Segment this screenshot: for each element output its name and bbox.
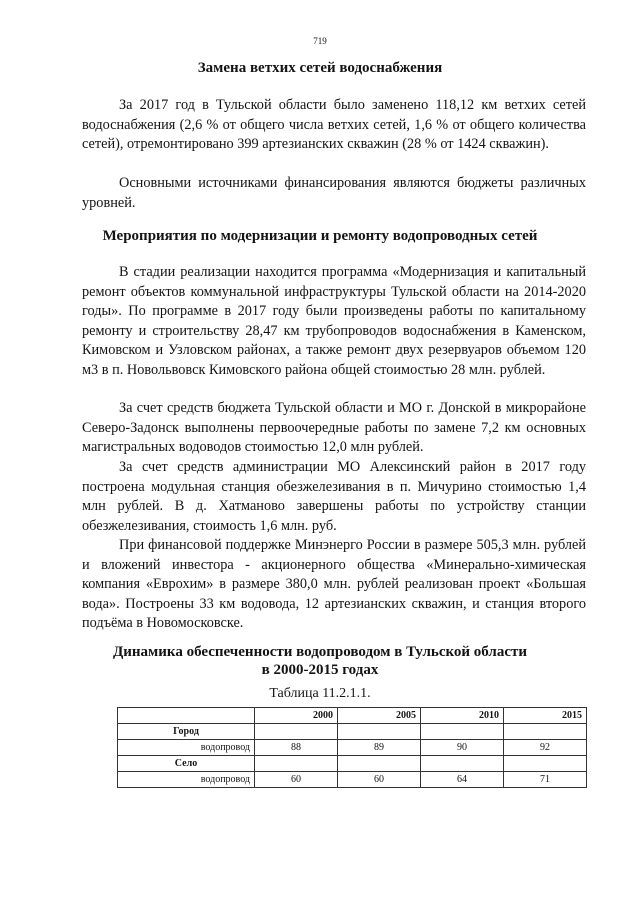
table-caption: Таблица 11.2.1.1. xyxy=(269,686,371,701)
table-cell: 60 xyxy=(255,772,338,788)
year-header: 2010 xyxy=(421,708,504,724)
table-cell: 64 xyxy=(421,772,504,788)
year-header: 2005 xyxy=(338,708,421,724)
table-group-row xyxy=(118,724,587,740)
provision-table xyxy=(117,707,587,788)
row-label: водопровод xyxy=(118,772,255,788)
section-title-measures: Мероприятия по модернизации и ремонту водопроводных сетей xyxy=(102,228,538,244)
table-cell: 88 xyxy=(255,740,338,756)
table-title-line2: в 2000-2015 годах xyxy=(261,662,379,678)
table-cell: 90 xyxy=(421,740,504,756)
section-title-replacement: Замена ветхих сетей водоснабжения xyxy=(197,60,443,76)
paragraph-measures-1: В стадии реализации находится программа «Модернизация и капитальный ремонт объектов коммунальной инфраструктуры Тульской области на 2014-2020 годы». По программе в 2017 году были произведены работы по капитальному ремонту и строительству 28,47 км трубопроводов водоснабжения в Каменском, Кимовском и Узловском районах, а также ремонт двух резервуаров объемом 120 м3 в п. Новольвовск Кимовского района общей стоимостью 28 млн. рублей. xyxy=(82,264,586,378)
paragraph-replacement-1: За 2017 год в Тульской области было заменено 118,12 км ветхих сетей водоснабжения (2,6 % от общего числа ветхих сетей, 1,6 % от общего количества сетей), отремонтировано 399 артезианских скважин (28 % от 1424 скважин). xyxy=(82,97,586,153)
table-cell: 60 xyxy=(338,772,421,788)
table-group-row xyxy=(118,756,587,772)
table-header-row xyxy=(118,708,587,724)
table-corner-cell xyxy=(118,708,255,724)
paragraph-measures-3: За счет средств администрации МО Алексинский район в 2017 году построена модульная станция обезжелезивания в п. Мичурино стоимостью 1,4 млн рублей. В д. Хатманово завершены работы по устройству станции обезжелезивания, стоимость 1,6 млн. руб. xyxy=(82,459,586,534)
year-header: 2015 xyxy=(504,708,587,724)
table-row xyxy=(118,740,587,756)
group-label-city: Город xyxy=(118,724,255,740)
paragraph-measures-2: За счет средств бюджета Тульской области и МО г. Донской в микрорайоне Северо-Задонск выполнены первоочередные работы по замене 7,2 км основных магистральных водоводов стоимостью 12,0 млн рублей. xyxy=(82,400,586,456)
table-cell: 89 xyxy=(338,740,421,756)
table-row xyxy=(118,772,587,788)
paragraph-replacement-2: Основными источниками финансирования являются бюджеты различных уровней. xyxy=(82,175,586,211)
paragraph-measures-4: При финансовой поддержке Минэнерго России в размере 505,3 млн. рублей и вложений инвестора - акционерного общества «Минерально-химическая компания «Еврохим» в размере 380,0 млн. рублей реализован проект «Большая вода». Построены 33 км водовода, 12 артезианских скважин, и станция второго подъёма в Новомосковске. xyxy=(82,537,586,632)
page-number: 719 xyxy=(313,36,327,46)
group-label-village: Село xyxy=(118,756,255,772)
table-cell: 71 xyxy=(504,772,587,788)
table-title-line1: Динамика обеспеченности водопроводом в Тульской области xyxy=(112,644,528,660)
year-header: 2000 xyxy=(255,708,338,724)
row-label: водопровод xyxy=(118,740,255,756)
table-cell: 92 xyxy=(504,740,587,756)
